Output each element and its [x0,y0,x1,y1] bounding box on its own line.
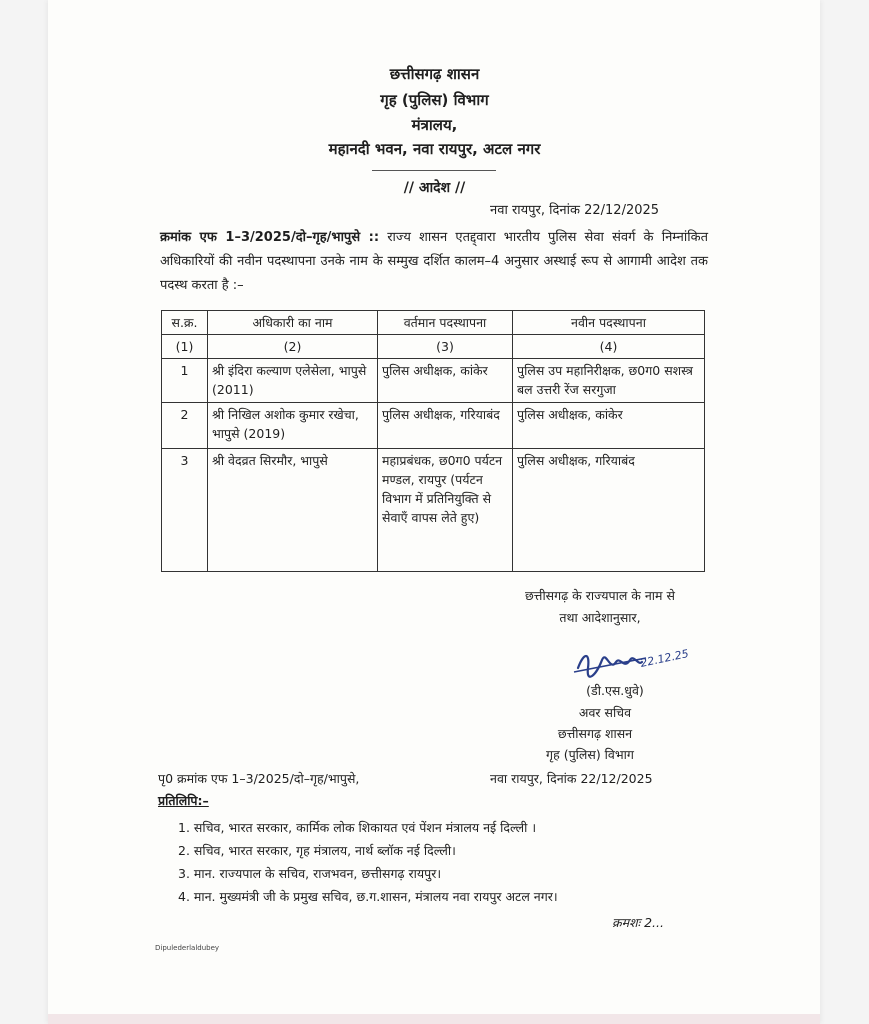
signatory-org-2: गृह (पुलिस) विभाग [546,747,634,762]
signatory-designation: अवर सचिव [578,705,632,720]
table-row [162,359,705,403]
cell-new-posting: पुलिस उप महानिरीक्षक, छ0ग0 सशस्त्र बल उत्तरी रेंज सरगुजा [513,359,705,403]
file-tag: Dipulederlaldubey [155,944,220,952]
cc-item: 2. सचिव, भारत सरकार, गृह मंत्रालय, नार्थ ब्लॉक नई दिल्ली। [178,843,456,858]
order-place-date: नवा रायपुर, दिनांक 22/12/2025 [490,203,660,218]
cell-new-posting: पुलिस अधीक्षक, कांकेर [513,403,705,449]
cell-current-posting: पुलिस अधीक्षक, गरियाबंद [378,403,513,449]
header-officer-name: अधिकारी का नाम [208,311,378,335]
cc-title: प्रतिलिपि:– [158,793,209,808]
order-body: राज्य शासन एतद्द्वारा भारतीय पुलिस सेवा संवर्ग के निम्नांकित अधिकारियों की नवीन पदस्थापना उनके नाम के सम्मुख दर्शित कालम–4 अनुसार अस्थाई रूप से आगामी आदेश तक पदस्थ करता है :– [160,230,709,293]
table-header-row [162,311,705,335]
col-num: (1) [162,335,208,359]
ministry-label: मंत्रालय, [411,116,458,134]
cc-item: 1. सचिव, भारत सरकार, कार्मिक लोक शिकायत एवं पेंशन मंत्रालय नई दिल्ली । [178,820,537,835]
order-number: क्रमांक एफ 1–3/2025/दो–गृह/भापुसे :: [160,230,380,245]
govt-name: छत्तीसगढ़ शासन [389,65,480,83]
order-paragraph [160,226,708,298]
header-serial: स.क्र. [162,311,208,335]
endorsement-place-date: नवा रायपुर, दिनांक 22/12/2025 [490,771,653,786]
col-num: (3) [378,335,513,359]
address-line: महानदी भवन, नवा रायपुर, अटल नगर [328,140,541,158]
authority-line-1: छत्तीसगढ़ के राज्यपाल के नाम से [525,588,675,603]
cell-serial: 1 [162,359,208,403]
cell-officer-name: श्री निखिल अशोक कुमार रखेचा, भापुसे (2019) [208,403,378,449]
page-bottom-strip [48,1014,820,1024]
cell-officer-name: श्री इंदिरा कल्याण एलेसेला, भापुसे (2011) [208,359,378,403]
cell-current-posting: महाप्रबंधक, छ0ग0 पर्यटन मण्डल, रायपुर (पर्यटन विभाग में प्रतिनियुक्ति से सेवाएँ वापस लेते हुए) [378,449,513,572]
cc-item: 3. मान. राज्यपाल के सचिव, राजभवन, छत्तीसगढ़ रायपुर। [178,866,442,881]
order-title: // आदेश // [403,180,466,196]
col-num: (2) [208,335,378,359]
endorsement-number: पृ0 क्रमांक एफ 1–3/2025/दो–गृह/भापुसे, [158,771,360,786]
header-new-posting: नवीन पदस्थापना [513,311,705,335]
col-num: (4) [513,335,705,359]
cell-new-posting: पुलिस अधीक्षक, गरियाबंद [513,449,705,572]
signature-date: 22.12.25 [639,647,690,670]
signatory-org-1: छत्तीसगढ़ शासन [557,726,633,741]
column-number-row [162,335,705,359]
authority-line-2: तथा आदेशानुसार, [559,610,641,625]
table-row [162,449,705,572]
posting-table [161,310,705,572]
department-name: गृह (पुलिस) विभाग [380,91,489,109]
cell-current-posting: पुलिस अधीक्षक, कांकेर [378,359,513,403]
header-divider [372,170,496,171]
cell-serial: 2 [162,403,208,449]
signatory-name: (डी.एस.धुवे) [586,683,644,698]
continued-marker: क्रमशः 2... [612,915,664,930]
cell-serial: 3 [162,449,208,572]
header-current-posting: वर्तमान पदस्थापना [378,311,513,335]
cc-item: 4. मान. मुख्यमंत्री जी के प्रमुख सचिव, छ.ग.शासन, मंत्रालय नवा रायपुर अटल नगर। [178,889,558,904]
cell-officer-name: श्री वेदव्रत सिरमौर, भापुसे [208,449,378,572]
table-row [162,403,705,449]
